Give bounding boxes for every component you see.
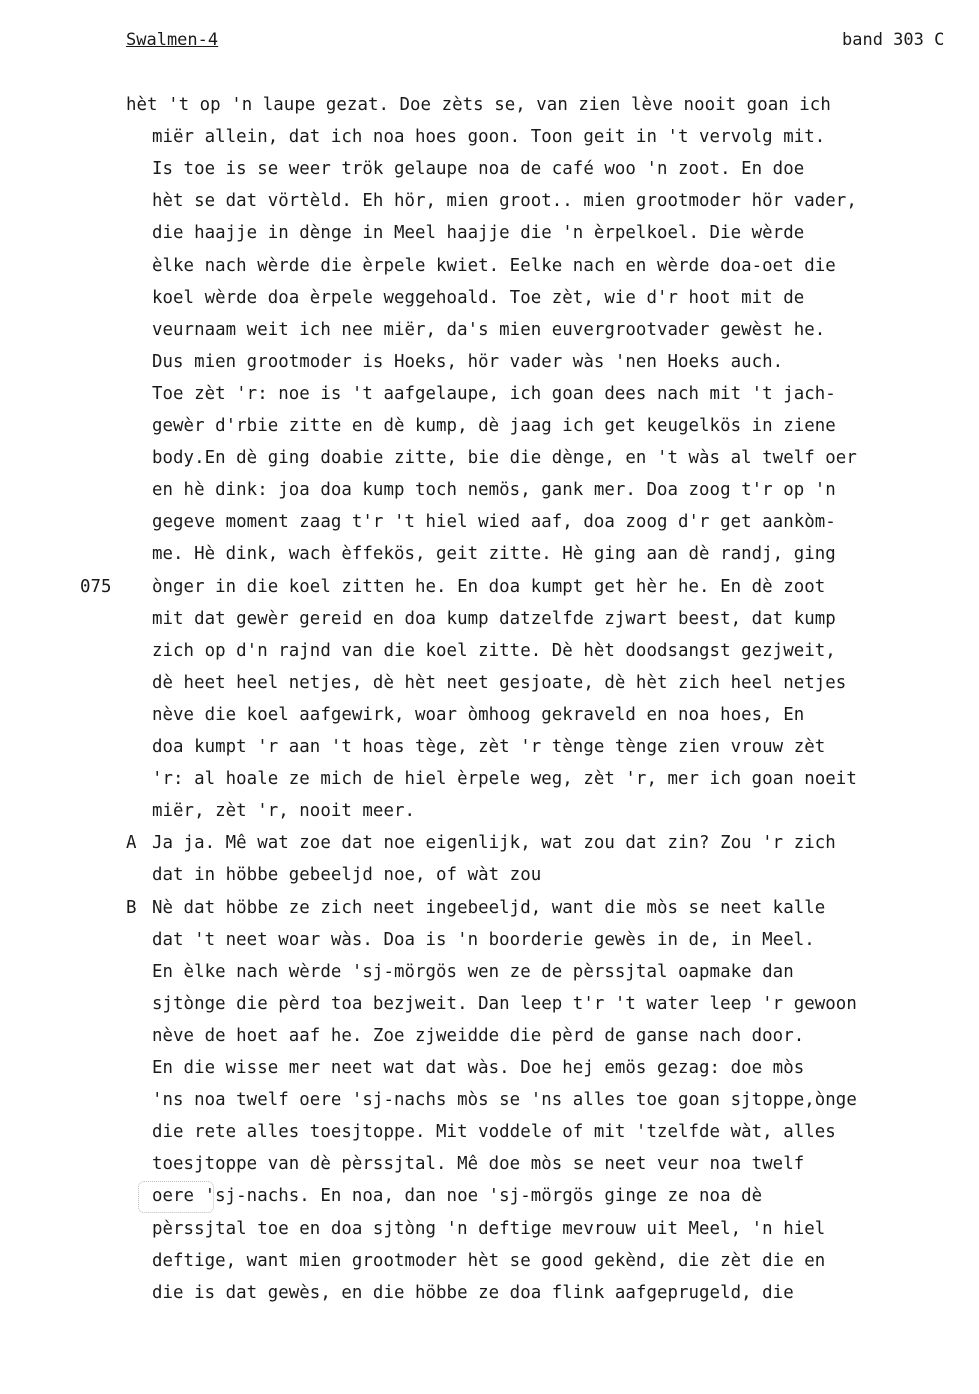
line-text: zich op d'n rajnd van die koel zitte. Dè hèt doodsangst gezjweit, [152,640,836,661]
line-marker: 075 [80,576,112,597]
line-text: pèrssjtal toe en doa sjtòng 'n deftige mevrouw uit Meel, 'n hiel [152,1218,826,1239]
document-title: Swalmen-4 [126,30,219,50]
line-text: gewèr d'rbie zitte en dè kump, dè jaag ich get keugelkös in ziene [152,416,836,436]
line-text: nève de hoet aaf he. Zoe zjweidde die pèrd de ganse nach door. [152,1025,805,1046]
line-marker: B [126,897,137,918]
line-text: oere 'sj-nachs. En noa, dan noe 'sj-mörgös ginge ze noa dè [152,1186,763,1207]
tape-number: band 303 C [842,30,945,50]
line-text: 'ns noa twelf oere 'sj-nachs mòs se 'ns alles toe goan sjtoppe,ònge [152,1090,857,1111]
line-text: Nè dat höbbe ze zich neet ingebeeljd, want die mòs se neet kalle [152,897,826,918]
line-text: miër allein, dat ich noa hoes goon. Toon geit in 't vervolg mit. [152,127,826,148]
line-text: sjtònge die pèrd toa bezjweit. Dan leep t'r 't water leep 'r gewoon [152,993,857,1014]
line-text: Is toe is se weer trök gelaupe noa de café woo 'n zoot. En doe [152,159,805,180]
line-text: koel wèrde doa èrpele weggehoald. Toe zèt, wie d'r hoot mit de [152,287,805,308]
line-text: veurnaam weit ich nee miër, da's mien euvergrootvader gewèst he. [152,319,826,340]
line-text: body.En dè ging doabie zitte, bie die dènge, en 't wàs al twelf oer [152,448,857,469]
line-text: gegeve moment zaag t'r 't hiel wied aaf, doa zoog d'r get aankòm- [152,512,836,533]
line-text: hèt se dat vörtèld. Eh hör, mien groot.. mien grootmoder hör vader, [152,191,857,212]
line-text: hèt 't op 'n laupe gezat. Doe zèts se, van zien lève nooit goan ich [126,95,831,115]
line-text: En èlke nach wèrde 'sj-mörgös wen ze de pèrssjtal oapmake dan [152,961,794,982]
line-text: die is dat gewès, en die höbbe ze doa flink aafgeprugeld, die [152,1282,794,1303]
line-text: die rete alles toesjtoppe. Mit voddele of mit 'tzelfde wàt, alles [152,1122,836,1143]
line-text: deftige, want mien grootmoder hèt se good gekènd, die zèt die en [152,1250,826,1271]
line-text: en hè dink: joa doa kump toch nemös, gank mer. Doa zoog t'r op 'n [152,480,836,501]
line-text: Ja ja. Mê wat zoe dat noe eigenlijk, wat zou dat zin? Zou 'r zich [152,833,836,854]
line-text: miër, zèt 'r, nooit meer. [152,801,416,822]
line-text: mit dat gewèr gereid en doa kump datzelfde zjwart beest, dat kump [152,608,836,629]
line-text: dè heet heel netjes, dè hèt neet gesjoate, dè hèt zich heel netjes [152,672,847,693]
line-text: dat 't neet woar wàs. Doa is 'n boorderie gewès in de, in Meel. [152,929,815,950]
line-text: toesjtoppe van dè pèrssjtal. Mê doe mòs se neet veur noa twelf [152,1154,805,1175]
line-text: ònger in die koel zitten he. En doa kumpt get hèr he. En dè zoot [152,576,826,597]
line-text: èlke nach wèrde die èrpele kwiet. Eelke nach en wèrde doa-oet die [152,255,836,276]
line-marker: A [126,833,137,854]
line-text: dat in höbbe gebeeljd noe, of wàt zou [152,865,542,886]
line-text: En die wisse mer neet wat dat wàs. Doe hej emös gezag: doe mòs [152,1058,805,1078]
line-text: Toe zèt 'r: noe is 't aafgelaupe, ich goan dees nach mit 't jach- [152,383,836,404]
line-text: doa kumpt 'r aan 't hoas tège, zèt 'r tènge tènge zien vrouw zèt [152,737,826,757]
line-text: 'r: al hoale ze mich de hiel èrpele weg, zèt 'r, mer ich goan noeit [152,769,857,790]
line-text: me. Hè dink, wach èffekös, geit zitte. Hè ging aan dè randj, ging [152,544,836,565]
line-text: Dus mien grootmoder is Hoeks, hör vader wàs 'nen Hoeks auch. [152,351,784,372]
line-text: nève die koel aafgewirk, woar òmhoog gekraveld en noa hoes, En [152,704,805,725]
line-text: die haajje in dènge in Meel haajje die 'n èrpelkoel. Die wèrde [152,223,805,244]
